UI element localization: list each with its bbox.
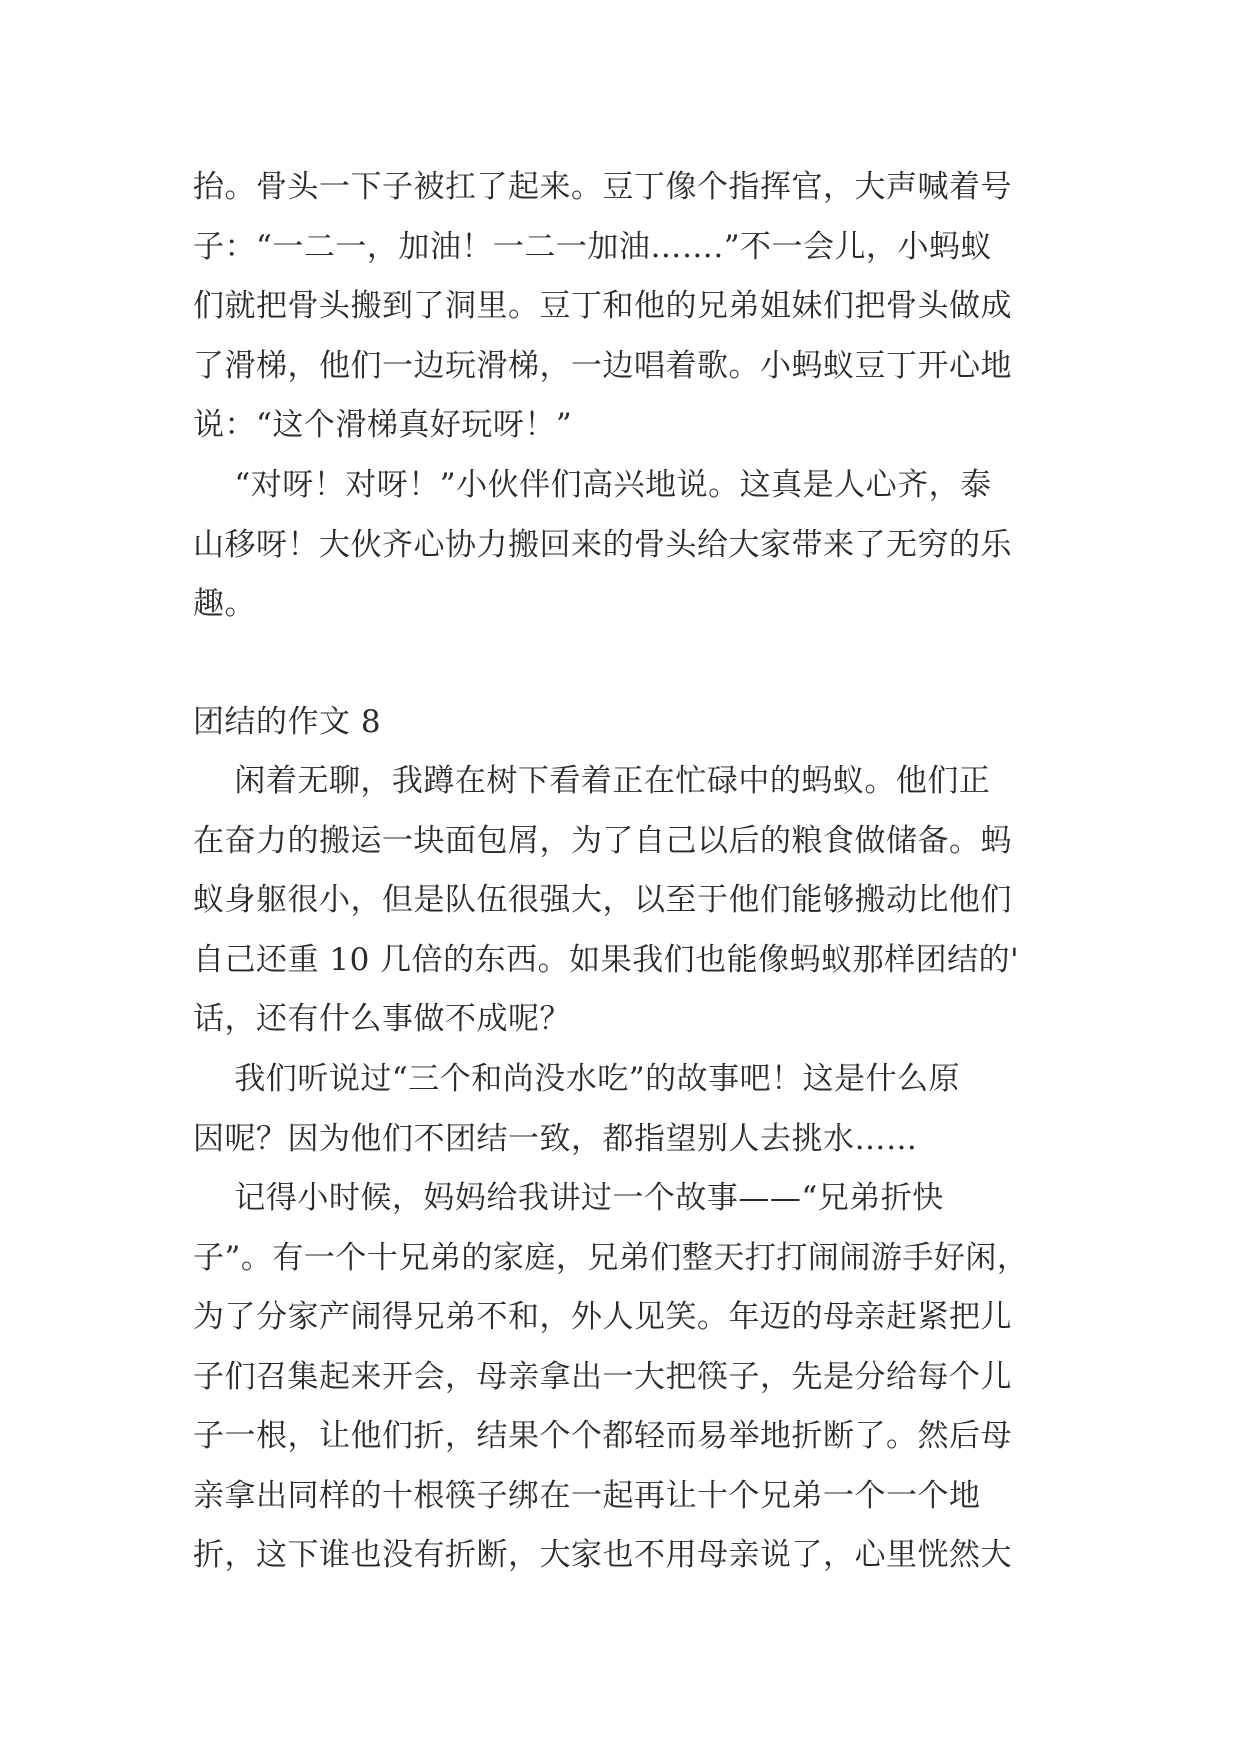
paragraph: 我们听说过“三个和尚没水吃”的故事吧！这是什么原 因呢？因为他们不团结一致，都指望别人去挑水…… [193,1061,961,1157]
section-title: 团结的作文 8 [193,704,382,740]
paragraph: “对呀！对呀！”小伙伴们高兴地说。这真是人心齐，泰 山移呀！大伙齐心协力搬回来的骨头给大家带来了无穷的乐 趣。 [193,467,1012,622]
paragraph: 抬。骨头一下子被扛了起来。豆丁像个指挥官，大声喊着号 子：“一二一，加油！一二一加油…….”不一会儿，小蚂蚁 们就把骨头搬到了洞里。豆丁和他的兄弟姐妹们把骨头做成 了滑梯，他们一边玩滑梯，一边唱着歌。小蚂蚁豆丁开心地 说：“这个滑梯真好玩呀！” [193,169,1012,443]
paragraph: 闲着无聊，我蹲在树下看着正在忙碌中的蚂蚁。他们正 在奋力的搬运一块面包屑，为了自己以后的粮食做储备。蚂 蚁身躯很小，但是队伍很强大，以至于他们能够搬动比他们 自己还重 10 几倍的东西。如果我们也能像蚂蚁那样团结的' 话，还有什么事做不成呢？ [193,763,1020,1037]
paragraph: 记得小时候，妈妈给我讲过一个故事——“兄弟折快 子”。有一个十兄弟的家庭，兄弟们整天打打闹闹游手好闲， 为了分家产闹得兄弟不和，外人见笑。年迈的母亲赶紧把儿 子们召集起来开会，母亲拿出一大把筷子，先是分给每个儿 子一根，让他们折，结果个个都轻而易举地折断了。然后母 亲拿出同样的十根筷子绑在一起再让十个兄弟一个一个地 折，这下谁也没有折断，大家也不用母亲说了，心里恍然大 [193,1180,1029,1573]
